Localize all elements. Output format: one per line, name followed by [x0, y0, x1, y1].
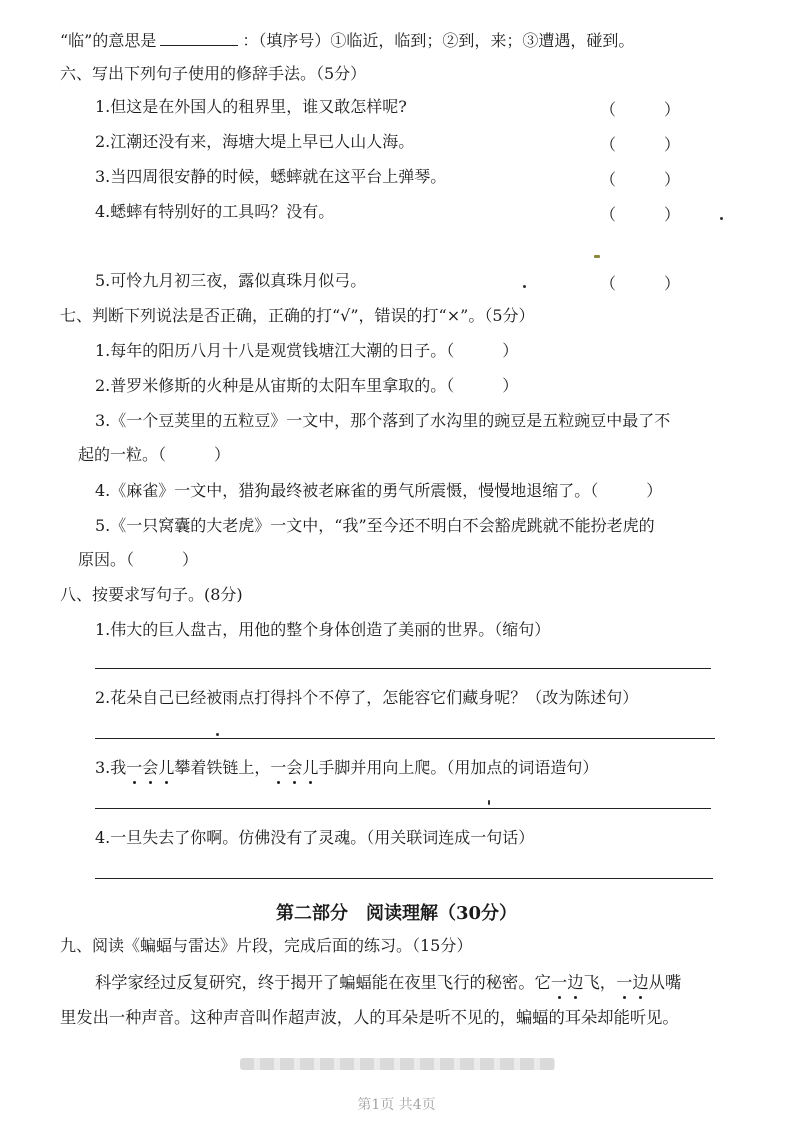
s9-text: 科学家经过反复研究，终于揭开了蝙蝠能在夜里飞行的秘密。它: [95, 973, 551, 992]
s7-item-3-cont-text: 起的一粒。: [78, 445, 159, 464]
s7-item-1: [95, 341, 518, 361]
top-line: [60, 30, 634, 51]
s8-item-3: [95, 758, 598, 778]
s9-text: 飞，: [583, 973, 617, 992]
s8-item-3-part: 3.我: [95, 758, 127, 777]
s8-answer-line-1[interactable]: [95, 668, 711, 669]
s9-passage-line-2: 里发出一种声音。这种声音叫作超声波，人的耳朵是听不见的，蝙蝠的耳朵却能听见。: [60, 1008, 679, 1027]
s7-item-3-cont: [78, 445, 230, 465]
page-number: 第1页 共4页: [357, 1097, 436, 1113]
scan-speck: [720, 217, 723, 220]
section7-heading: 七、判断下列说法是否正确，正确的打“√”，错误的打“×”。（5分）: [60, 306, 535, 325]
fill-blank[interactable]: [160, 30, 238, 46]
s8-item-3-part: 手脚并用向上爬。（用加点的词语造句）: [318, 758, 599, 777]
s7-item-4: [95, 481, 662, 501]
s9-passage-line-1: [95, 973, 681, 993]
s7-item-5-cont-text: 原因。: [78, 550, 127, 569]
section6-heading: 六、写出下列句子使用的修辞手法。（5分）: [60, 64, 367, 83]
s6-answer-3[interactable]: （ ）: [600, 170, 681, 189]
s7-item-5-cont: [78, 550, 198, 570]
s6-answer-4[interactable]: （ ）: [600, 205, 681, 224]
s7-item-4-text: 4.《麻雀》一文中，猎狗最终被老麻雀的勇气所震慑，慢慢地退缩了。: [95, 481, 591, 500]
section9-heading: 九、阅读《蝙蝠与雷达》片段，完成后面的练习。（15分）: [60, 936, 473, 955]
s7-answer-5[interactable]: （ ）: [126, 550, 199, 569]
s7-item-3: 3.《一个豆荚里的五粒豆》一文中，那个落到了水沟里的豌豆是五粒豌豆中最了不: [95, 411, 671, 430]
s7-answer-2[interactable]: （ ）: [446, 376, 519, 395]
s9-dotted: 一: [616, 973, 633, 992]
s8-item-3-dotted: 儿: [302, 758, 319, 777]
s8-answer-line-4[interactable]: [95, 878, 713, 879]
s8-item-3-dotted: 一: [270, 758, 287, 777]
s7-answer-3[interactable]: （ ）: [158, 445, 231, 464]
s6-answer-5[interactable]: （ ）: [600, 274, 681, 293]
s9-dotted: 边: [632, 973, 649, 992]
s8-item-4: 4.一旦失去了你啊。仿佛没有了灵魂。（用关联词连成一句话）: [95, 828, 535, 847]
s7-item-2: [95, 376, 518, 396]
scan-speck: [216, 733, 219, 736]
s7-answer-4[interactable]: （ ）: [590, 481, 663, 500]
s6-item-4: 4.蟋蟀有特别好的工具吗？没有。: [95, 202, 335, 221]
s6-item-2: 2.江潮还没有来，海塘大堤上早已人山人海。: [95, 132, 415, 151]
s6-item-3: 3.当四周很安静的时候，蟋蟀就在这平台上弹琴。: [95, 167, 447, 186]
s7-answer-1[interactable]: （ ）: [446, 341, 519, 360]
s8-item-3-part: 攀着铁链上，: [174, 758, 271, 777]
s9-dotted: 一: [550, 973, 568, 992]
top-prefix: “临”的意思是: [60, 31, 157, 50]
s8-item-3-dotted: 会: [286, 758, 303, 777]
s7-item-5: 5.《一只窝囊的大老虎》一文中，“我”至今还不明白不会豁虎跳就不能扮老虎的: [95, 516, 655, 535]
s8-item-3-dotted: 会: [142, 758, 159, 777]
s7-item-2-text: 2.普罗米修斯的火种是从宙斯的太阳车里拿取的。: [95, 376, 447, 395]
s9-dotted: 边: [567, 973, 584, 992]
s6-answer-2[interactable]: （ ）: [600, 135, 681, 154]
scan-speck: [523, 285, 526, 288]
s8-answer-line-3[interactable]: [95, 808, 711, 809]
s8-item-1: 1.伟大的巨人盘古，用他的整个身体创造了美丽的世界。（缩句）: [95, 620, 551, 639]
footer-blurred-text: [240, 1058, 555, 1070]
s7-item-1-text: 1.每年的阳历八月十八是观赏钱塘江大潮的日子。: [95, 341, 447, 360]
s8-answer-line-2[interactable]: [95, 738, 715, 739]
s6-item-1: 1.但这是在外国人的租界里，谁又敢怎样呢?: [95, 97, 407, 116]
scan-speck: [488, 800, 490, 805]
scan-speck: [594, 255, 600, 258]
section8-heading: 八、按要求写句子。(8分): [60, 585, 243, 604]
s6-item-5: 5.可怜九月初三夜，露似真珠月似弓。: [95, 271, 367, 290]
s8-item-2: 2.花朵自己已经被雨点打得抖个不停了，怎能容它们藏身呢？（改为陈述句）: [95, 688, 639, 707]
s8-item-3-dotted: 一: [126, 758, 143, 777]
s9-text: 从嘴: [648, 973, 682, 992]
s8-item-3-dotted: 儿: [158, 758, 175, 777]
s6-answer-1[interactable]: （ ）: [600, 100, 681, 119]
part2-title: 第二部分 阅读理解（30分）: [275, 903, 518, 924]
top-suffix: ：（填序号）①临近，临到；②到，来；③遭遇，碰到。: [242, 31, 635, 50]
